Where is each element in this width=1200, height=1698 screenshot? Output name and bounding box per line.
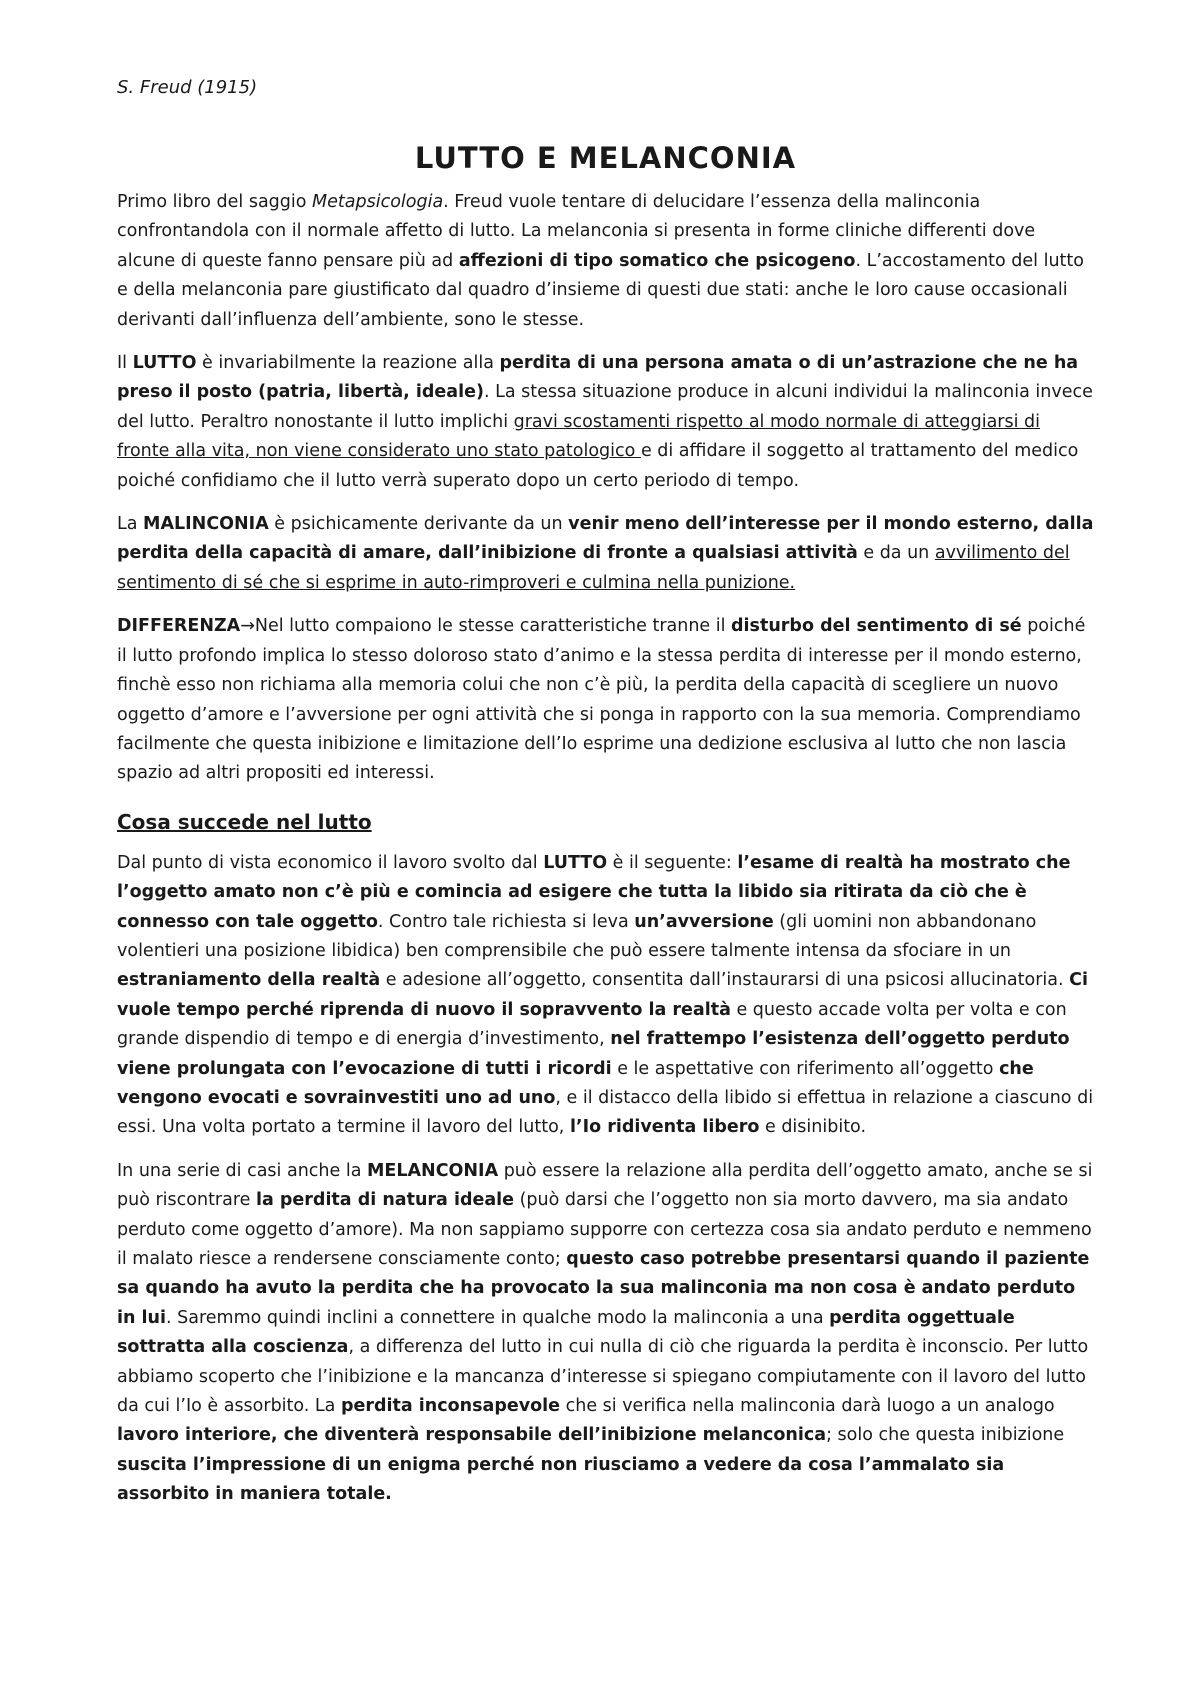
melanconia-paragraph: In una serie di casi anche la MELANCONIA può essere la relazione alla perdita dell’oggetto amato, anche se si può riscontrare la perdita di natura ideale (può darsi che l’oggetto non sia morto davvero, ma sia andato perduto come oggetto d’amore). Ma non sappiamo supporre con certezza cosa sia andato perduto e nemmeno il malato riesce a rendersene consciamente conto; questo caso potrebbe presentarsi quando il paziente sa quando ha avuto la perdita che ha provocato la sua malinconia ma non cosa è andato perduto in lui. Saremmo quindi inclini a connettere in qualche modo la malinconia a una perdita oggettuale sottratta alla coscienza, a differenza del lutto in cui nulla di ciò che riguarda la perdita è inconscio. Per lutto abbiamo scoperto che l’inibizione e la mancanza d’interesse si spiegano compiutamente con il lavoro del lutto da cui l’Io è assorbito. La perdita inconsapevole che si verifica nella malinconia darà luogo a un analogo lavoro interiore, che diventerà responsabile dell’inibizione melanconica; solo che questa inibizione suscita l’impressione di un enigma perché non riusciamo a vedere da cosa l’ammalato sia assorbito in maniera totale. [117,1160,1093,1505]
malinconia-paragraph: La MALINCONIA è psichicamente derivante da un venir meno dell’interesse per il mondo esterno, dalla perdita della capacità di amare, dall’inibizione di fronte a qualsiasi attività e da un avvilimento del sentimento di sé che si esprime in auto-rimproveri e culmina nella punizione. [117,514,1094,593]
differenza-paragraph: DIFFERENZA→Nel lutto compaiono le stesse caratteristiche tranne il disturbo del sentimento di sé poiché il lutto profondo implica lo stesso doloroso stato d’animo e la stessa perdita di interesse per il mondo esterno, finchè esso non richiama alla memoria colui che non c’è più, la perdita della capacità di scegliere un nuovo oggetto d’amore e l’avversione per ogni attività che si ponga in rapporto con la sua memoria. Comprendiamo facilmente che questa inibizione e limitazione dell’Io esprime una dedizione esclusiva al lutto che non lascia spazio ad altri propositi ed interessi. [117,616,1086,784]
author-line: S. Freud (1915) [117,77,258,98]
section-heading: Cosa succede nel lutto [117,809,372,834]
arrow-icon: → [240,616,255,637]
lavoro-lutto-paragraph: Dal punto di vista economico il lavoro svolto dal LUTTO è il seguente: l’esame di realtà ha mostrato che l’oggetto amato non c’è più e comincia ad esigere che tutta la libido sia ritirata da ciò che è connesso con tale oggetto. Contro tale richiesta si leva un’avversione (gli uomini non abbandonano volentieri una posizione libidica) ben comprensibile che può essere talmente intensa da sfociare in un estraniamento della realtà e adesione all’oggetto, consentita dall’instaurarsi di una psicosi allucinatoria. Ci vuole tempo perché riprenda di nuovo il sopravvento la realtà e questo accade volta per volta e con grande dispendio di tempo e di energia d’investimento, nel frattempo l’esistenza dell’oggetto perduto viene prolungata con l’evocazione di tutti i ricordi e le aspettative con riferimento all’oggetto che vengono evocati e sovrainvestiti uno ad uno, e il distacco della libido si effettua in relazione a ciascuno di essi. Una volta portato a termine il lavoro del lutto, l’Io ridiventa libero e disinibito. [117,852,1094,1138]
document-title: LUTTO E MELANCONIA [414,141,797,175]
lutto-paragraph: Il LUTTO è invariabilmente la reazione alla perdita di una persona amata o di un’astrazione che ne ha preso il posto (patria, libertà, ideale). La stessa situazione produce in alcuni individui la malinconia invece del lutto. Peraltro nonostante il lutto implichi gravi scostamenti rispetto al modo normale di atteggiarsi di fronte alla vita, non viene considerato uno stato patologico e di affidare il soggetto al trattamento del medico poiché confidiamo che il lutto verrà superato dopo un certo periodo di tempo. [117,353,1093,491]
intro-paragraph: Primo libro del saggio Metapsicologia. Freud vuole tentare di delucidare l’essenza della malinconia confrontandola con il normale affetto di lutto. La melanconia si presenta in forme cliniche differenti dove alcune di queste fanno pensare più ad affezioni di tipo somatico che psicogeno. L’accostamento del lutto e della melanconia pare giustificato dal quadro d’insieme di questi due stati: anche le loro cause occasionali derivanti dall’influenza dell’ambiente, sono le stesse. [117,192,1084,330]
